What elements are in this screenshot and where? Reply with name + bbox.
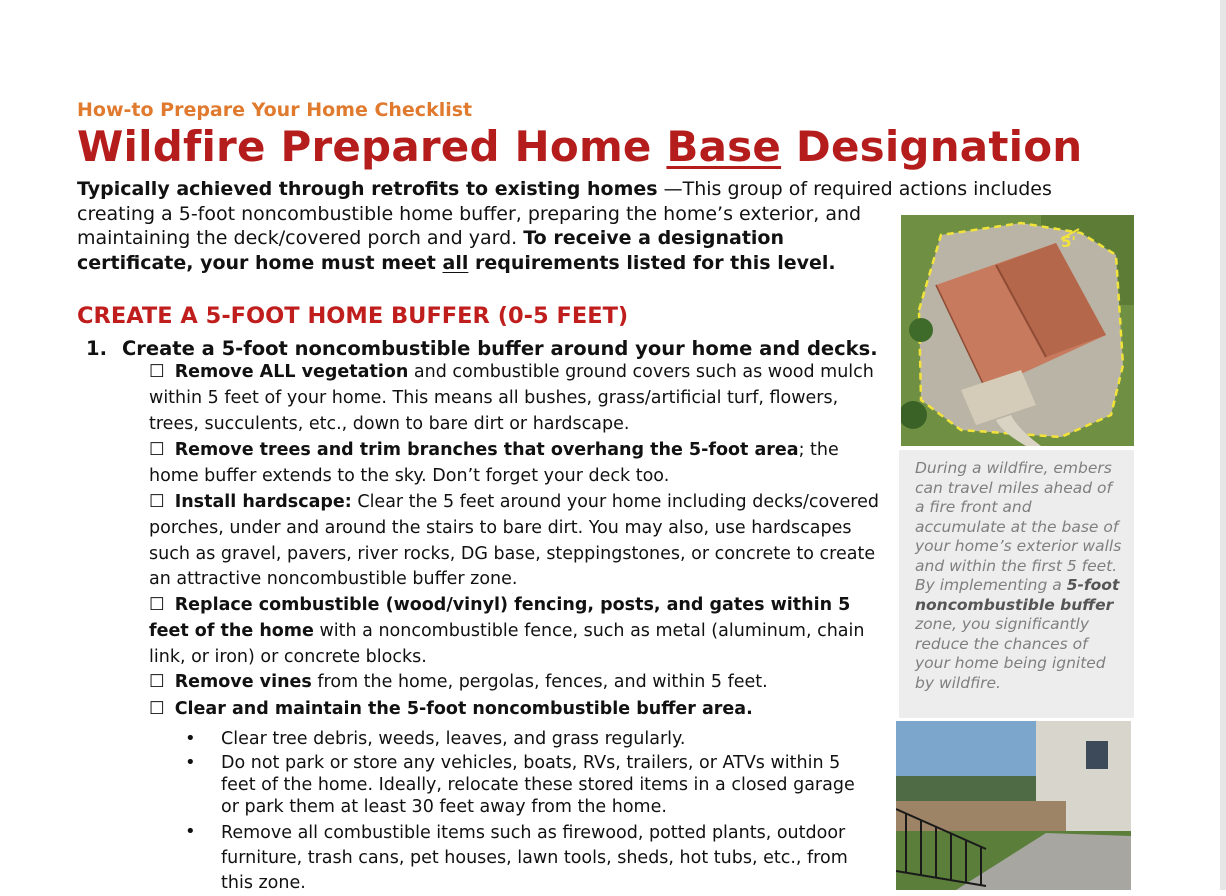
image-caption (899, 450, 1134, 718)
checklist-item (149, 490, 879, 593)
checklist-kicker: How-to Prepare Your Home Checklist (77, 99, 473, 121)
title-part-2: Designation (781, 122, 1083, 171)
checklist-item-text: ; the home buffer extends to the sky. Don’t forget your deck too. (149, 440, 839, 486)
checkbox-icon[interactable]: ☐ (149, 699, 165, 719)
checklist-item (149, 438, 879, 490)
checklist-item-text: and combustible ground covers such as wood mulch within 5 feet of your home. This means all bushes, grass/artificial turf, flowers, trees, succulents, etc., down to bare dirt or hardscape. (149, 362, 874, 434)
checkbox-icon[interactable]: ☐ (149, 440, 165, 460)
checkbox-icon[interactable]: ☐ (149, 492, 165, 512)
checklist-item-text: from the home, pergolas, fences, and within 5 feet. (311, 672, 768, 692)
page-title (77, 122, 1082, 171)
bullet-dot: • (185, 821, 196, 842)
bullet-text: Remove all combustible items such as firewood, potted plants, outdoor furniture, trash cans, pet houses, lawn tools, sheds, hot tubs, etc., from this zone. (221, 823, 848, 893)
checklist-item-bold: Install hardscape: (174, 492, 352, 512)
page-edge (1220, 0, 1226, 890)
checkbox-icon[interactable]: ☐ (149, 362, 165, 382)
title-underlined-word: Base (666, 122, 782, 171)
checklist-item-text: with a noncombustible fence, such as metal (aluminum, chain link, or iron) or concrete blocks. (149, 620, 865, 667)
step-number: 1. (86, 337, 107, 360)
measure-label: 5' (1061, 233, 1077, 251)
shrub (909, 318, 933, 342)
caption-text-1: During a wildfire, embers can travel miles ahead of a fire front and accumulate at the base of your home’s exterior walls and within the first 5 feet. By implementing a (915, 459, 1122, 594)
bullet-dot: • (185, 752, 196, 773)
checklist-item-bold: Remove ALL vegetation (174, 362, 409, 382)
intro-rest (77, 202, 867, 276)
bullet-text: Clear tree debris, weeds, leaves, and grass regularly. (221, 729, 686, 749)
checklist-item (149, 593, 879, 670)
bullet-list (185, 728, 875, 893)
checklist-item (149, 697, 879, 723)
intro-text-rest: creating a 5-foot noncombustible home buffer, preparing the home’s exterior, and maintaining the deck/covered porch and yard. (77, 202, 862, 249)
intro-req-start: To receive a designation certificate, your home must meet (77, 227, 784, 274)
caption-bold: 5-foot noncombustible buffer (915, 576, 1120, 614)
aerial-home-image (901, 215, 1134, 446)
section-heading: CREATE A 5-FOOT HOME BUFFER (0-5 FEET) (77, 303, 629, 329)
title-part-1: Wildfire Prepared Home (77, 122, 667, 171)
step-label: Create a 5-foot noncombustible buffer around your home and decks. (122, 337, 878, 360)
checklist-item-text: Clear the 5 feet around your home including decks/covered porches, under and around the stairs to bare dirt. You may also, use hardscapes such as gravel, pavers, river rocks, DG base, steppingstones, or concrete to create an attractive noncombustible buffer zone. (149, 492, 879, 590)
caption-text-2: zone, you significantly reduce the chances of your home being ignited by wildfire. (915, 615, 1106, 692)
side-yard-illustration (896, 721, 1131, 890)
checklist-item-bold: Remove vines (174, 672, 312, 692)
intro-req-end: requirements listed for this level. (468, 251, 836, 274)
checklist-item-bold: Remove trees and trim branches that overhang the 5-foot area (174, 440, 799, 460)
intro-bold-lead: Typically achieved through retrofits to existing homes (77, 178, 658, 200)
checklist-item-bold: Replace combustible (wood/vinyl) fencing, posts, and gates within 5 feet of the home (149, 595, 851, 641)
aerial-home-illustration (901, 215, 1134, 446)
intro-req-underlined: all (442, 251, 469, 274)
checkbox-icon[interactable]: ☐ (149, 672, 165, 692)
house-window (1086, 741, 1108, 769)
checklist-item-bold: Clear and maintain the 5-foot noncombustible buffer area. (174, 699, 753, 719)
checkbox-icon[interactable]: ☐ (149, 595, 165, 615)
checklist-item (149, 360, 879, 437)
checklist-item (149, 670, 879, 696)
bullet-text: Do not park or store any vehicles, boats, RVs, trailers, or ATVs within 5 feet of the home. Ideally, relocate these stored items in a closed garage or park them at least 30 feet away from the home. (221, 753, 855, 817)
side-yard-image (896, 721, 1131, 890)
bullet-dot: • (185, 728, 196, 749)
intro-line-1 (77, 177, 1077, 202)
intro-text-line1: —This group of required actions includes (657, 178, 1052, 200)
